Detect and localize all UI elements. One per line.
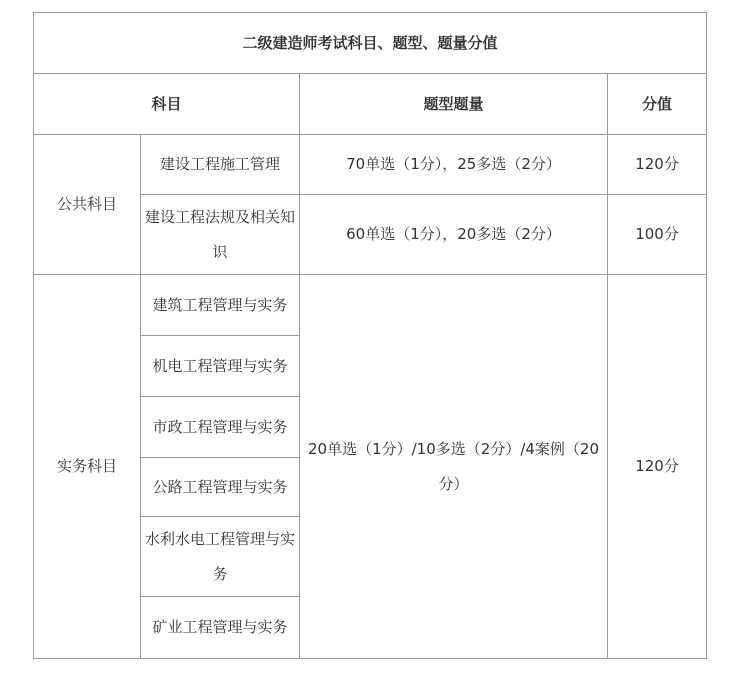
subject-cell: 建设工程法规及相关知识 <box>141 195 300 275</box>
category-practice: 实务科目 <box>34 275 141 659</box>
table-title: 二级建造师考试科目、题型、题量分值 <box>34 13 707 74</box>
score-cell: 120分 <box>608 135 707 195</box>
header-score: 分值 <box>608 74 707 135</box>
subject-cell: 机电工程管理与实务 <box>141 336 300 397</box>
category-public: 公共科目 <box>34 135 141 275</box>
exam-subjects-table <box>33 12 707 659</box>
header-subject: 科目 <box>34 74 300 135</box>
subject-cell: 水利水电工程管理与实务 <box>141 517 300 597</box>
subject-cell: 建筑工程管理与实务 <box>141 275 300 336</box>
subject-cell: 市政工程管理与实务 <box>141 397 300 458</box>
subject-cell: 公路工程管理与实务 <box>141 458 300 517</box>
subject-cell: 建设工程施工管理 <box>141 135 300 195</box>
table-row <box>34 135 707 195</box>
table-row <box>34 275 707 336</box>
question-types-cell: 20单选（1分）/10多选（2分）/4案例（20分） <box>300 275 608 659</box>
header-row <box>34 74 707 135</box>
score-cell: 120分 <box>608 275 707 659</box>
score-cell: 100分 <box>608 195 707 275</box>
header-question-types: 题型题量 <box>300 74 608 135</box>
title-row <box>34 13 707 74</box>
question-types-cell: 70单选（1分），25多选（2分） <box>300 135 608 195</box>
subject-cell: 矿业工程管理与实务 <box>141 597 300 659</box>
question-types-cell: 60单选（1分），20多选（2分） <box>300 195 608 275</box>
